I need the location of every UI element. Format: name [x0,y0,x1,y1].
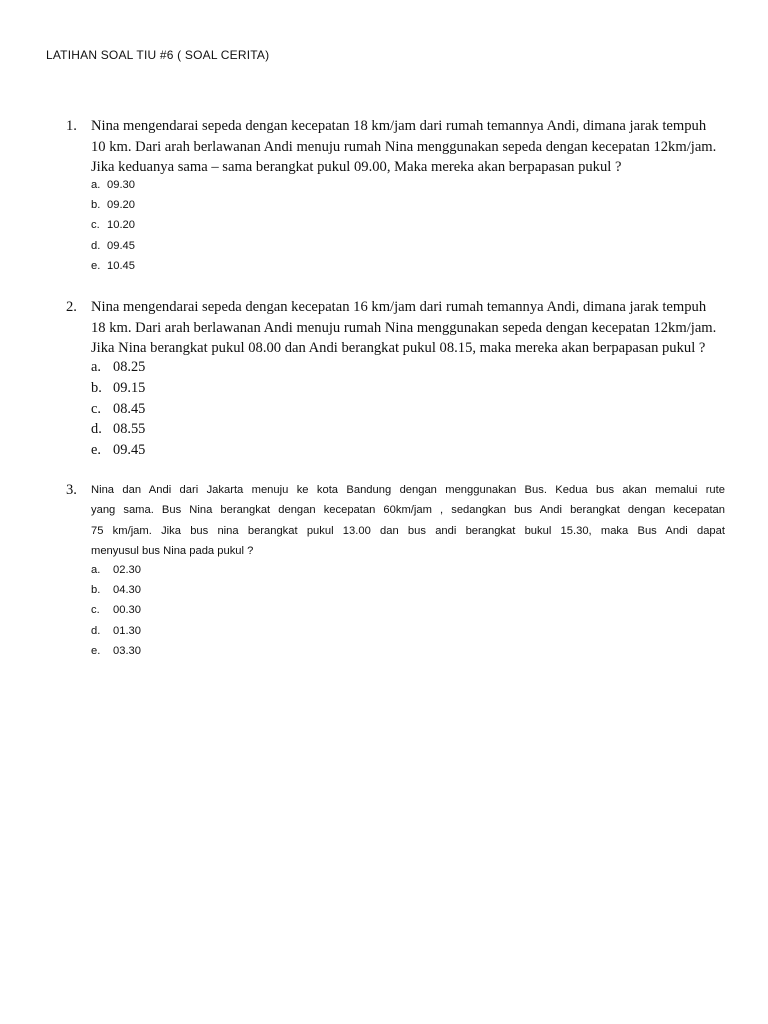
question-line: menyusul bus Nina pada pukul ? [91,544,254,557]
answer-option-d [91,236,135,256]
answer-option-e [91,440,145,461]
option-value: 08.45 [113,400,146,417]
option-letter: c. [91,219,100,232]
option-letter: e. [91,442,101,459]
question-line: 75 km/jam. Jika bus nina berangkat pukul 13.00 dan bus andi berangkat bukul 15.30, maka Bus Andi dapat [91,524,725,537]
option-value: 09.20 [107,199,135,212]
option-value: 09.45 [107,239,135,252]
question-number: 2. [66,299,77,315]
option-letter: b. [91,199,101,212]
answer-option-b [91,195,135,215]
option-letter: c. [91,400,101,417]
answer-option-b [91,580,141,600]
answer-option-b [91,378,145,399]
option-value: 00.30 [113,604,141,617]
answer-option-d [91,621,141,641]
question-line: Nina dan Andi dari Jakarta menuju ke kota Bandung dengan menggunakan Bus. Kedua bus akan memalui rute [91,484,725,496]
option-letter: b. [91,379,102,396]
question-number: 1. [66,118,77,134]
question-text [91,116,725,178]
option-letter: e. [91,259,101,272]
option-value: 10.20 [107,219,135,232]
answer-option-e [91,641,141,661]
option-letter: a. [91,179,101,191]
question-line: 10 km. Dari arah berlawanan Andi menuju rumah Nina menggunakan sepeda dengan kecepatan 12km/jam. [91,138,717,155]
answer-option-d [91,419,145,440]
answer-options-2 [91,357,145,461]
option-value: 04.30 [113,584,141,597]
question-line: Nina mengendarai sepeda dengan kecepatan 18 km/jam dari rumah temannya Andi, dimana jarak tempuh [91,118,707,134]
question-text [91,297,725,359]
option-letter: b. [91,584,101,597]
question-line: Nina mengendarai sepeda dengan kecepatan 16 km/jam dari rumah temannya Andi, dimana jarak tempuh [91,299,707,315]
answer-option-c [91,399,145,420]
option-value: 09.30 [107,179,135,191]
answer-options-3 [91,560,141,661]
answer-option-c [91,215,135,235]
option-value: 08.55 [113,421,146,438]
option-value: 10.45 [107,259,135,272]
question-text [91,480,725,561]
option-letter: a. [91,359,101,375]
answer-options-1 [91,175,135,276]
option-letter: c. [91,604,100,617]
question-line: Jika Nina berangkat pukul 08.00 dan Andi berangkat pukul 08.15, maka mereka akan berpapasan pukul ? [91,340,706,356]
question-line: Jika keduanya sama – sama berangkat pukul 09.00, Maka mereka akan berpapasan pukul ? [91,159,622,175]
option-letter: d. [91,624,101,637]
option-value: 08.25 [113,359,146,375]
option-letter: a. [91,564,101,576]
answer-option-a [91,175,135,195]
option-letter: d. [91,421,102,438]
answer-option-a [91,357,145,378]
question-line: yang sama. Bus Nina berangkat dengan kecepatan 60km/jam , sedangkan bus Andi berangkat dengan kecepatan [91,504,725,517]
document-title: LATIHAN SOAL TIU #6 ( SOAL CERITA) [46,48,270,62]
option-value: 09.15 [113,379,146,396]
question-number: 3. [66,482,77,498]
option-value: 01.30 [113,624,141,637]
option-value: 03.30 [113,644,141,657]
option-value: 02.30 [113,564,141,576]
answer-option-a [91,560,141,580]
question-line: 18 km. Dari arah berlawanan Andi menuju rumah Nina menggunakan sepeda dengan kecepatan 12km/jam. [91,319,717,336]
option-value: 09.45 [113,442,146,459]
answer-option-e [91,256,135,276]
answer-option-c [91,600,141,620]
option-letter: d. [91,239,101,252]
option-letter: e. [91,644,101,657]
